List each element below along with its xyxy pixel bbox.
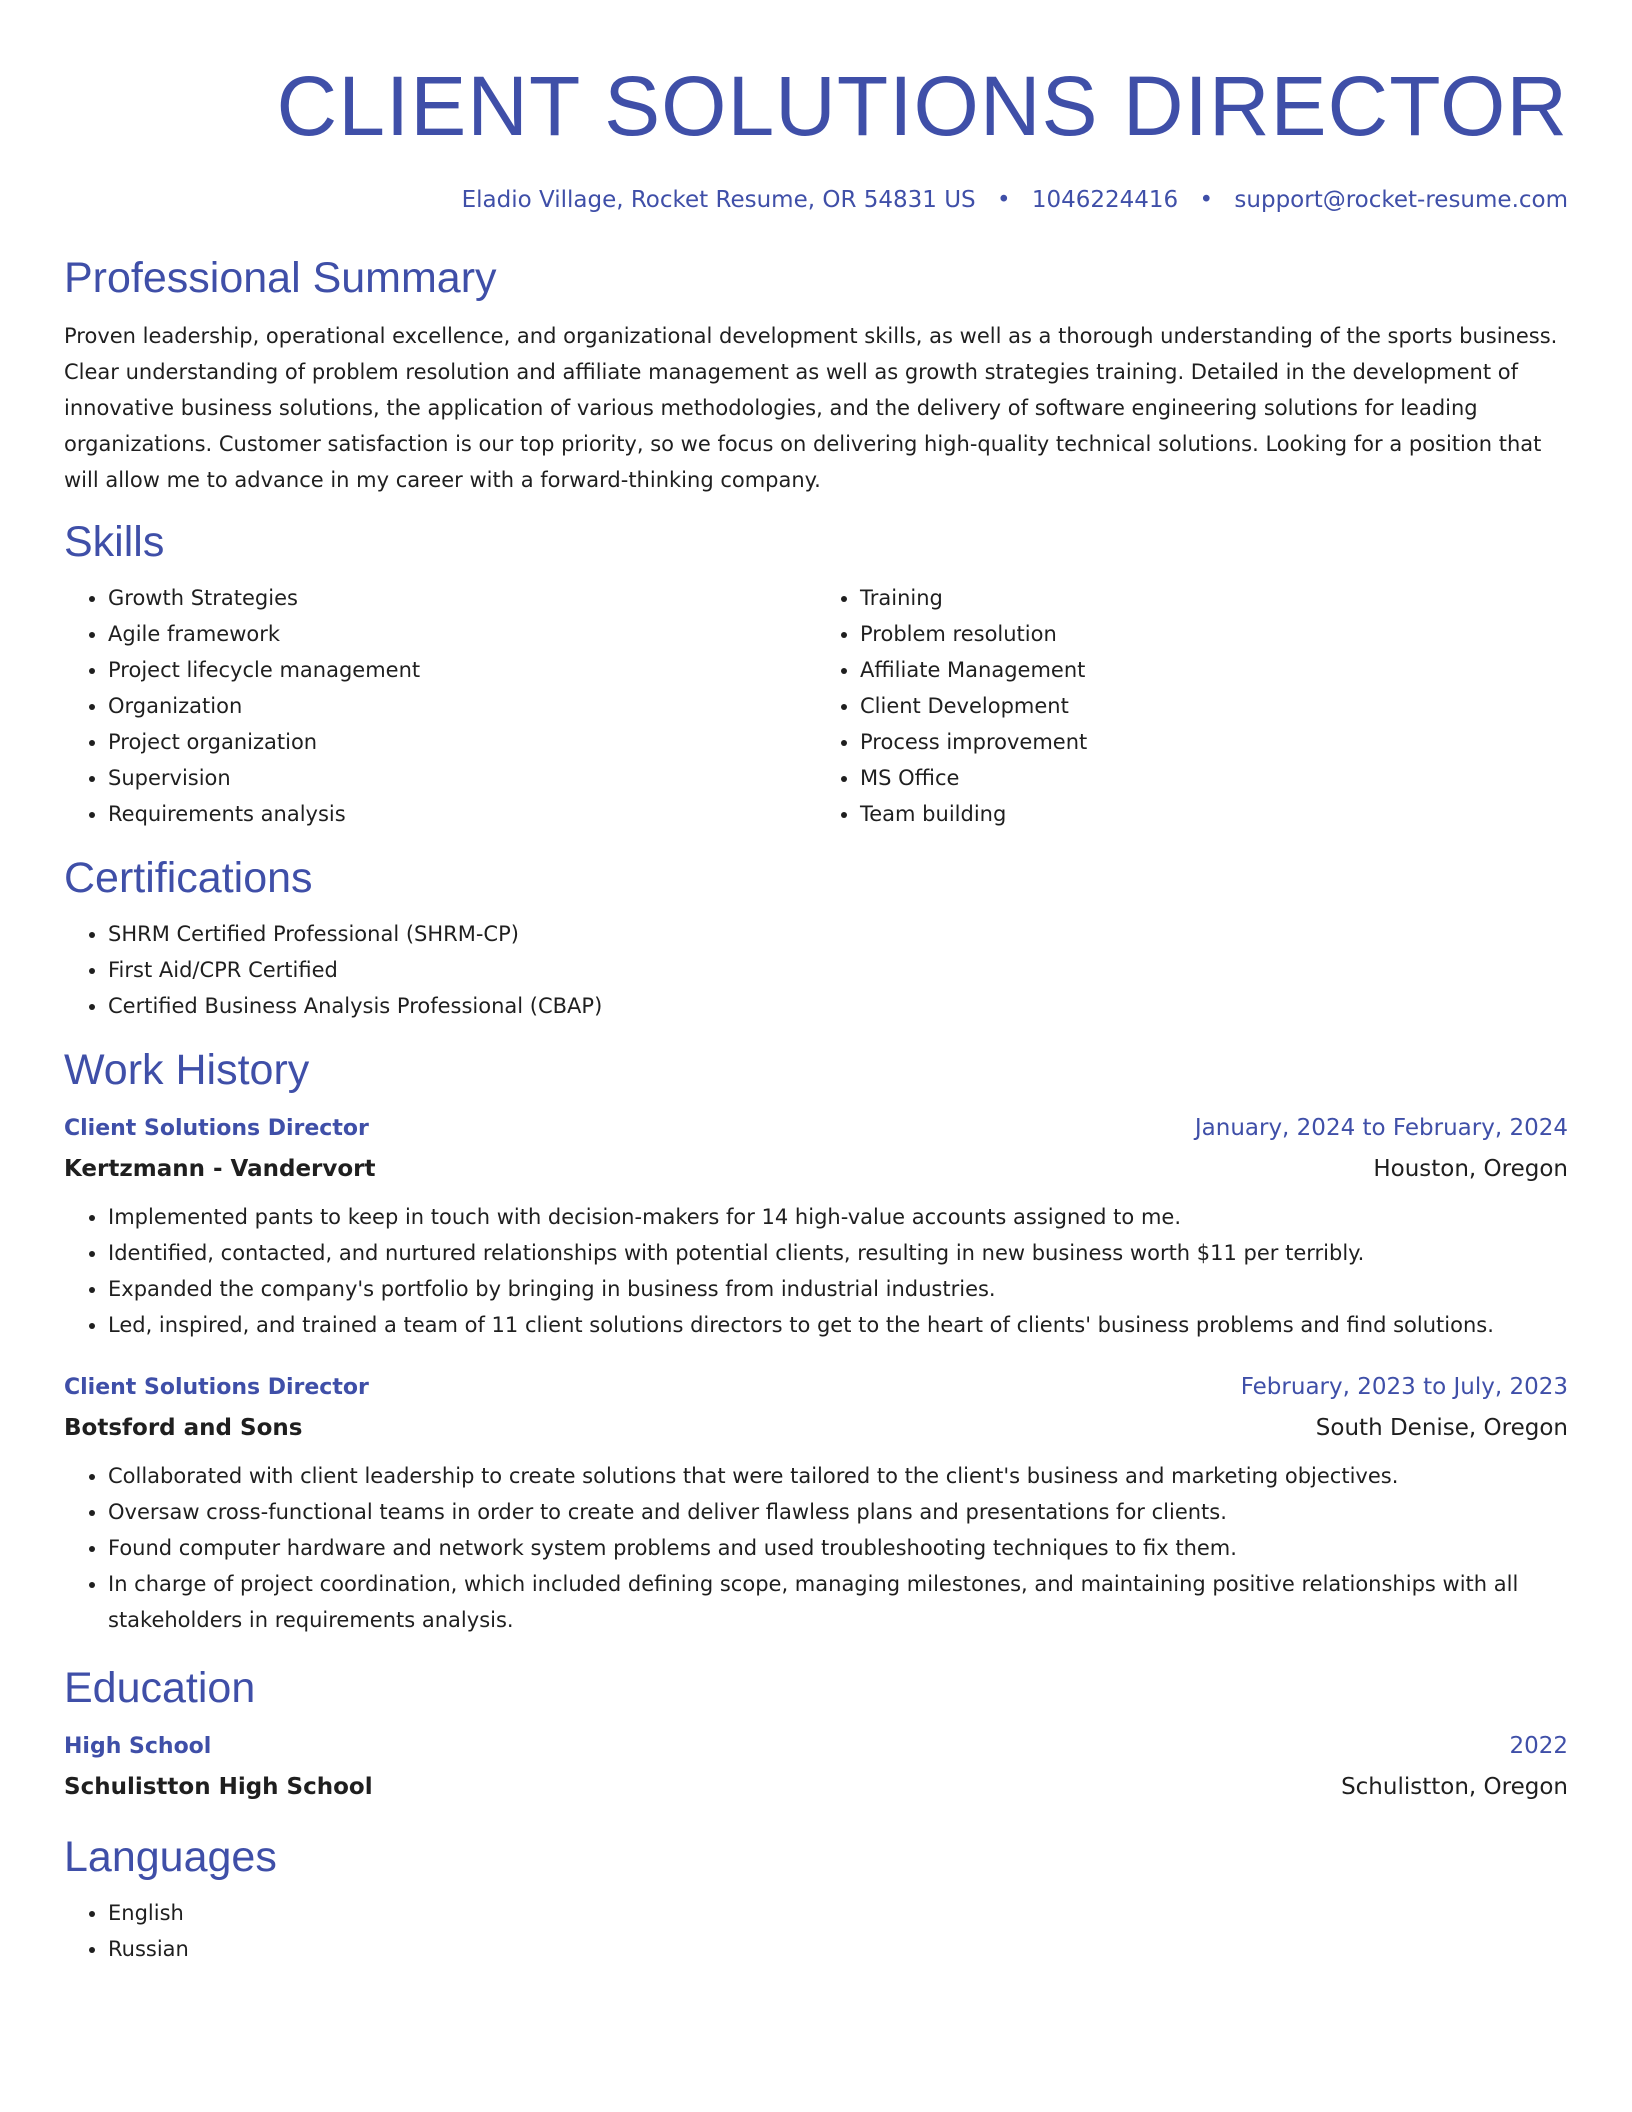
job-bullet: • In charge of project coordination, which included defining scope, managing milestones, and maintaining positive relationships with all stakeholders in requirements analysis. xyxy=(108,1566,1568,1638)
work-history-heading: Work History xyxy=(64,1046,310,1094)
education-heading: Education xyxy=(64,1664,256,1712)
certifications-heading: Certifications xyxy=(64,854,313,902)
contact-separator: • xyxy=(1199,187,1214,213)
languages-heading: Languages xyxy=(64,1833,277,1881)
skills-section xyxy=(64,514,1568,832)
job-bullet: • Implemented pants to keep in touch with decision-makers for 14 high-value accounts assigned to me. xyxy=(108,1199,1568,1235)
skill-item: • Agile framework xyxy=(108,616,816,652)
work-history-section xyxy=(64,1042,1568,1638)
job-bullet: • Collaborated with client leadership to create solutions that were tailored to the client's business and marketing objectives. xyxy=(108,1458,1568,1494)
job-role: Client Solutions Director xyxy=(64,1375,369,1400)
skills-list-right xyxy=(816,580,1568,832)
job-location: South Denise, Oregon xyxy=(1315,1415,1568,1441)
job-bullet: • Led, inspired, and trained a team of 11 client solutions directors to get to the heart of clients' business problems and find solutions. xyxy=(108,1307,1568,1343)
resume-header xyxy=(64,0,1568,218)
skill-item: • Supervision xyxy=(108,760,816,796)
education-year: 2022 xyxy=(1509,1733,1568,1759)
job-title-row xyxy=(64,1108,1568,1149)
skills-heading: Skills xyxy=(64,518,165,566)
languages-list xyxy=(64,1895,1568,1967)
skill-item: • Project organization xyxy=(108,724,816,760)
contact-line xyxy=(64,182,1568,218)
job-bullet: • Oversaw cross-functional teams in order to create and deliver flawless plans and presentations for clients. xyxy=(108,1494,1568,1530)
job-entry xyxy=(64,1367,1568,1638)
resume-title: CLIENT SOLUTIONS DIRECTOR xyxy=(276,59,1568,153)
job-company-row xyxy=(64,1149,1568,1189)
job-bullets xyxy=(64,1199,1568,1343)
skill-item: • Requirements analysis xyxy=(108,796,816,832)
contact-address: Eladio Village, Rocket Resume, OR 54831 US xyxy=(461,187,976,213)
job-role: Client Solutions Director xyxy=(64,1116,369,1141)
job-bullet: • Expanded the company's portfolio by bringing in business from industrial industries. xyxy=(108,1271,1568,1307)
summary-heading: Professional Summary xyxy=(64,254,497,302)
skill-item: • Growth Strategies xyxy=(108,580,816,616)
job-entry xyxy=(64,1108,1568,1343)
job-location: Houston, Oregon xyxy=(1373,1156,1568,1182)
certification-item: • First Aid/CPR Certified xyxy=(108,952,1568,988)
languages-section xyxy=(64,1829,1568,1967)
education-school: Schulistton High School xyxy=(64,1774,373,1800)
skills-list-left xyxy=(64,580,816,832)
skill-item: • Project lifecycle management xyxy=(108,652,816,688)
job-company-row xyxy=(64,1408,1568,1448)
skills-grid xyxy=(64,580,1568,832)
summary-section xyxy=(64,250,1568,498)
skill-item: • Organization xyxy=(108,688,816,724)
certification-item: • Certified Business Analysis Professional (CBAP) xyxy=(108,988,1568,1024)
language-item: • English xyxy=(108,1895,1568,1931)
education-degree-row xyxy=(64,1726,1568,1767)
skill-item: • Team building xyxy=(860,796,1568,832)
contact-phone: 1046224416 xyxy=(1031,187,1179,213)
skill-item: • MS Office xyxy=(860,760,1568,796)
certifications-list xyxy=(64,916,1568,1024)
skill-item: • Affiliate Management xyxy=(860,652,1568,688)
certification-item: • SHRM Certified Professional (SHRM-CP) xyxy=(108,916,1568,952)
job-bullets xyxy=(64,1458,1568,1638)
skill-item: • Training xyxy=(860,580,1568,616)
contact-separator: • xyxy=(996,187,1011,213)
language-item: • Russian xyxy=(108,1931,1568,1967)
education-entry xyxy=(64,1726,1568,1807)
education-location: Schulistton, Oregon xyxy=(1341,1774,1568,1800)
job-title-row xyxy=(64,1367,1568,1408)
job-dates: February, 2023 to July, 2023 xyxy=(1240,1374,1568,1400)
job-bullet: • Found computer hardware and network system problems and used troubleshooting techniques to fix them. xyxy=(108,1530,1568,1566)
skill-item: • Client Development xyxy=(860,688,1568,724)
certifications-section xyxy=(64,850,1568,1024)
education-degree: High School xyxy=(64,1734,212,1759)
job-dates: January, 2024 to February, 2024 xyxy=(1194,1115,1568,1141)
skill-item: • Problem resolution xyxy=(860,616,1568,652)
job-company: Botsford and Sons xyxy=(64,1415,303,1441)
job-company: Kertzmann - Vandervort xyxy=(64,1156,376,1182)
skill-item: • Process improvement xyxy=(860,724,1568,760)
summary-text: Proven leadership, operational excellence, and organizational development skills, as well as a thorough understanding of the sports business. Clear understanding of problem resolution and affiliate management as well as growth strategies training. Detailed in the development of innovative business solutions, the application of various methodologies, and the delivery of software engineering solutions for leading organizations. Customer satisfaction is our top priority, so we focus on delivering high-quality technical solutions. Looking for a position that will allow me to advance in my career with a forward-thinking company. xyxy=(64,324,1558,492)
education-section xyxy=(64,1660,1568,1807)
job-bullet: • Identified, contacted, and nurtured relationships with potential clients, resulting in new business worth $11 per terribly. xyxy=(108,1235,1568,1271)
contact-email[interactable]: support@rocket-resume.com xyxy=(1234,187,1568,213)
education-school-row xyxy=(64,1767,1568,1807)
